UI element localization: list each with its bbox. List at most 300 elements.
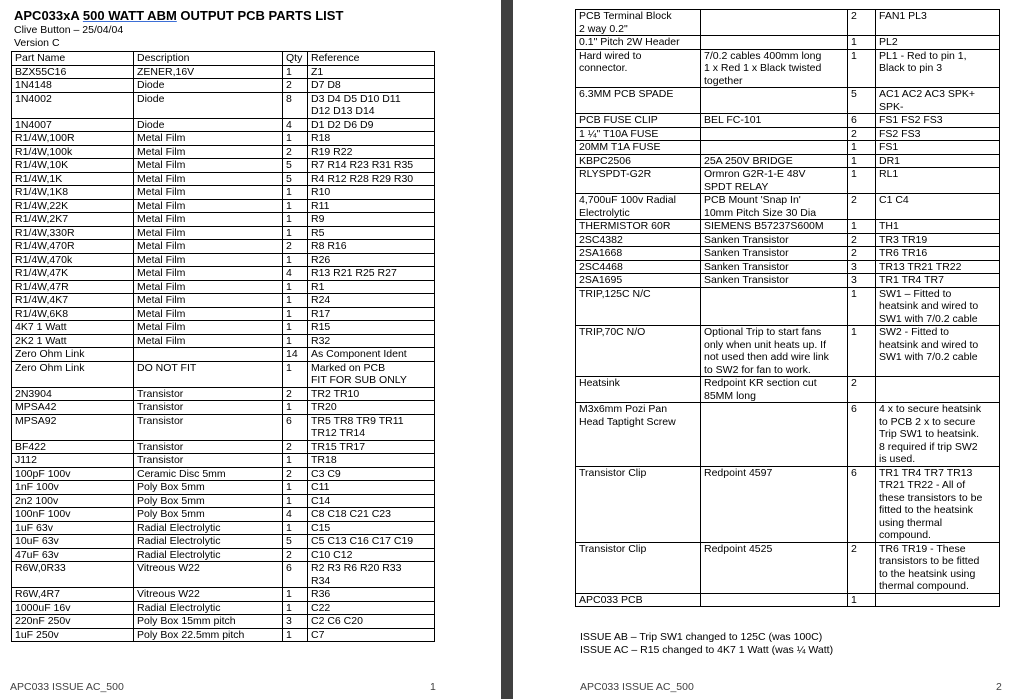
page-divider (501, 0, 513, 699)
qty-cell: 14 (283, 348, 308, 362)
description-cell: Metal Film (134, 213, 283, 227)
part-name-cell: 0.1" Pitch 2W Header (576, 36, 701, 50)
qty-cell: 6 (848, 466, 876, 542)
qty-cell: 2 (848, 10, 876, 36)
reference-cell: D3 D4 D5 D10 D11 D12 D13 D14 (308, 92, 435, 118)
table-row (576, 168, 1000, 194)
qty-cell: 4 (283, 267, 308, 281)
description-cell: Vitreous W22 (134, 588, 283, 602)
part-name-cell: R1/4W,6K8 (12, 307, 134, 321)
qty-cell: 8 (283, 92, 308, 118)
table-row (12, 79, 435, 93)
part-name-cell: 1nF 100v (12, 481, 134, 495)
qty-cell: 1 (283, 361, 308, 387)
description-cell: PCB Mount 'Snap In' 10mm Pitch Size 30 Dia (701, 194, 848, 220)
reference-cell: SW2 - Fitted to heatsink and wired to SW1 with 7/0.2 cable (876, 326, 1000, 377)
part-name-cell: 20MM T1A FUSE (576, 141, 701, 155)
qty-cell: 6 (283, 562, 308, 588)
table-row (12, 280, 435, 294)
part-name-cell: 2SA1668 (576, 247, 701, 261)
description-cell: Poly Box 15mm pitch (134, 615, 283, 629)
reference-cell: C10 C12 (308, 548, 435, 562)
part-name-cell: R1/4W,330R (12, 226, 134, 240)
qty-cell: 1 (848, 49, 876, 88)
table-row (576, 466, 1000, 542)
qty-cell: 2 (848, 247, 876, 261)
description-cell: Metal Film (134, 226, 283, 240)
description-cell: Poly Box 5mm (134, 494, 283, 508)
description-cell (701, 36, 848, 50)
part-name-cell: 1N4007 (12, 118, 134, 132)
part-name-cell: APC033 PCB (576, 593, 701, 607)
qty-cell: 5 (848, 88, 876, 114)
qty-cell: 1 (283, 199, 308, 213)
table-row (576, 114, 1000, 128)
table-row (12, 132, 435, 146)
reference-cell: R32 (308, 334, 435, 348)
qty-cell: 1 (283, 226, 308, 240)
part-name-cell: PCB FUSE CLIP (576, 114, 701, 128)
reference-cell: C11 (308, 481, 435, 495)
qty-cell: 2 (283, 240, 308, 254)
table-row (576, 326, 1000, 377)
reference-cell: R18 (308, 132, 435, 146)
table-row (576, 274, 1000, 288)
qty-cell: 1 (283, 334, 308, 348)
qty-cell: 1 (848, 168, 876, 194)
qty-cell: 5 (283, 159, 308, 173)
table-row (576, 247, 1000, 261)
reference-cell: R15 (308, 321, 435, 335)
description-cell: Ormron G2R-1-E 48V SPDT RELAY (701, 168, 848, 194)
qty-cell: 1 (283, 253, 308, 267)
qty-cell: 5 (283, 535, 308, 549)
reference-cell: Z1 (308, 65, 435, 79)
table-row (12, 253, 435, 267)
qty-cell: 4 (283, 508, 308, 522)
table-body (576, 10, 1000, 607)
part-name-cell: 2SC4382 (576, 233, 701, 247)
part-name-cell: J112 (12, 454, 134, 468)
reference-cell: DR1 (876, 154, 1000, 168)
description-cell (701, 127, 848, 141)
description-cell: 7/0.2 cables 400mm long 1 x Red 1 x Black twisted together (701, 49, 848, 88)
reference-cell: R9 (308, 213, 435, 227)
qty-cell: 1 (283, 307, 308, 321)
part-name-cell: Heatsink (576, 377, 701, 403)
table-row (12, 361, 435, 387)
table-row (12, 226, 435, 240)
table-row (12, 186, 435, 200)
qty-cell: 6 (848, 114, 876, 128)
reference-cell: R19 R22 (308, 145, 435, 159)
description-cell: BEL FC-101 (701, 114, 848, 128)
table-row (12, 601, 435, 615)
part-name-cell: MPSA92 (12, 414, 134, 440)
reference-cell: R5 (308, 226, 435, 240)
page-number: 2 (996, 681, 1002, 693)
reference-cell: TR1 TR4 TR7 (876, 274, 1000, 288)
table-row (12, 481, 435, 495)
reference-cell: TR6 TR16 (876, 247, 1000, 261)
reference-cell: C1 C4 (876, 194, 1000, 220)
part-name-cell: R6W,0R33 (12, 562, 134, 588)
table-row (12, 294, 435, 308)
table-row (12, 145, 435, 159)
part-name-cell: BZX55C16 (12, 65, 134, 79)
part-name-cell: THERMISTOR 60R (576, 220, 701, 234)
reference-cell: TR5 TR8 TR9 TR11 TR12 TR14 (308, 414, 435, 440)
table-row (12, 508, 435, 522)
part-name-cell: R1/4W,1K (12, 172, 134, 186)
qty-cell: 1 (283, 494, 308, 508)
description-cell: Metal Film (134, 159, 283, 173)
table-row (576, 49, 1000, 88)
reference-cell: R26 (308, 253, 435, 267)
description-cell (134, 348, 283, 362)
part-name-cell: 1000uF 16v (12, 601, 134, 615)
table-row (12, 307, 435, 321)
part-name-cell: 100pF 100v (12, 467, 134, 481)
table-row (12, 535, 435, 549)
reference-cell: AC1 AC2 AC3 SPK+ SPK- (876, 88, 1000, 114)
page-1 (0, 0, 501, 699)
reference-cell: R2 R3 R6 R20 R33 R34 (308, 562, 435, 588)
table-row (12, 199, 435, 213)
title-underlined: 500 WATT ABM (82, 8, 177, 23)
description-cell: Vitreous W22 (134, 562, 283, 588)
table-row (576, 260, 1000, 274)
table-row (12, 267, 435, 281)
part-name-cell: R1/4W,4K7 (12, 294, 134, 308)
reference-cell: R8 R16 (308, 240, 435, 254)
qty-cell: 2 (283, 79, 308, 93)
part-name-cell: R1/4W,100R (12, 132, 134, 146)
table-row (576, 127, 1000, 141)
description-cell: Metal Film (134, 199, 283, 213)
description-cell: Metal Film (134, 280, 283, 294)
part-name-cell: R1/4W,47K (12, 267, 134, 281)
reference-cell: TR13 TR21 TR22 (876, 260, 1000, 274)
description-cell: Sanken Transistor (701, 247, 848, 261)
qty-cell: 1 (848, 141, 876, 155)
table-row (12, 321, 435, 335)
qty-cell: 1 (283, 454, 308, 468)
qty-cell: 2 (848, 127, 876, 141)
description-cell (701, 593, 848, 607)
qty-cell: 2 (848, 377, 876, 403)
version-line: Version C (14, 37, 60, 49)
part-name-cell: Transistor Clip (576, 466, 701, 542)
table-row (576, 403, 1000, 467)
header-description: Description (134, 52, 283, 66)
description-cell: Poly Box 5mm (134, 508, 283, 522)
description-cell: Optional Trip to start fans only when unit heats up. If not used then add wire link to SW2 for fan to work. (701, 326, 848, 377)
reference-cell: FS2 FS3 (876, 127, 1000, 141)
reference-cell: R7 R14 R23 R31 R35 (308, 159, 435, 173)
reference-cell: C5 C13 C16 C17 C19 (308, 535, 435, 549)
description-cell: Transistor (134, 387, 283, 401)
description-cell: Metal Film (134, 267, 283, 281)
reference-cell: R24 (308, 294, 435, 308)
part-name-cell: Transistor Clip (576, 542, 701, 593)
qty-cell: 2 (283, 145, 308, 159)
part-name-cell: 1 ¼" T10A FUSE (576, 127, 701, 141)
reference-cell: As Component Ident (308, 348, 435, 362)
qty-cell: 3 (848, 260, 876, 274)
reference-cell: SW1 – Fitted to heatsink and wired to SW1 with 7/0.2 cable (876, 287, 1000, 326)
qty-cell: 1 (283, 481, 308, 495)
qty-cell: 2 (283, 387, 308, 401)
header-reference: Reference (308, 52, 435, 66)
description-cell: Ceramic Disc 5mm (134, 467, 283, 481)
page-2 (513, 0, 1011, 699)
part-name-cell: MPSA42 (12, 401, 134, 415)
table-row (12, 628, 435, 642)
description-cell: Redpoint 4597 (701, 466, 848, 542)
part-name-cell: R6W,4R7 (12, 588, 134, 602)
qty-cell: 1 (848, 326, 876, 377)
reference-cell: TR15 TR17 (308, 440, 435, 454)
reference-cell: C15 (308, 521, 435, 535)
table-row (576, 194, 1000, 220)
part-name-cell: BF422 (12, 440, 134, 454)
reference-cell: R4 R12 R28 R29 R30 (308, 172, 435, 186)
description-cell (701, 141, 848, 155)
part-name-cell: 220nF 250v (12, 615, 134, 629)
qty-cell: 3 (848, 274, 876, 288)
qty-cell: 4 (283, 118, 308, 132)
part-name-cell: R1/4W,10K (12, 159, 134, 173)
description-cell: Metal Film (134, 294, 283, 308)
reference-cell: C3 C9 (308, 467, 435, 481)
description-cell (701, 403, 848, 467)
description-cell: Sanken Transistor (701, 260, 848, 274)
part-name-cell: R1/4W,470R (12, 240, 134, 254)
header-part-name: Part Name (12, 52, 134, 66)
description-cell: Redpoint 4525 (701, 542, 848, 593)
reference-cell: TR20 (308, 401, 435, 415)
part-name-cell: R1/4W,2K7 (12, 213, 134, 227)
qty-cell: 1 (848, 593, 876, 607)
table-row (12, 118, 435, 132)
reference-cell: R11 (308, 199, 435, 213)
qty-cell: 2 (283, 440, 308, 454)
description-cell (701, 88, 848, 114)
part-name-cell: 2K2 1 Watt (12, 334, 134, 348)
description-cell: Metal Film (134, 307, 283, 321)
qty-cell: 1 (283, 601, 308, 615)
qty-cell: 1 (283, 401, 308, 415)
part-name-cell: TRIP,125C N/C (576, 287, 701, 326)
description-cell: Poly Box 22.5mm pitch (134, 628, 283, 642)
reference-cell: C22 (308, 601, 435, 615)
description-cell: ZENER,16V (134, 65, 283, 79)
table-row (12, 440, 435, 454)
qty-cell: 1 (848, 154, 876, 168)
reference-cell: FS1 (876, 141, 1000, 155)
table-row (576, 542, 1000, 593)
description-cell: Transistor (134, 454, 283, 468)
table-row (12, 65, 435, 79)
description-cell: Radial Electrolytic (134, 535, 283, 549)
table-row (12, 172, 435, 186)
page-number: 1 (430, 681, 436, 693)
description-cell: Radial Electrolytic (134, 521, 283, 535)
table-row (12, 521, 435, 535)
reference-cell: TR2 TR10 (308, 387, 435, 401)
description-cell: 25A 250V BRIDGE (701, 154, 848, 168)
qty-cell: 3 (283, 615, 308, 629)
table-row (12, 414, 435, 440)
part-name-cell: R1/4W,100k (12, 145, 134, 159)
part-name-cell: RLYSPDT-G2R (576, 168, 701, 194)
qty-cell: 2 (848, 194, 876, 220)
title-suffix: OUTPUT PCB PARTS LIST (176, 8, 344, 23)
reference-cell: TR6 TR19 - These transistors to be fitted to the heatsink using thermal compound. (876, 542, 1000, 593)
author-line: Clive Button – 25/04/04 (14, 24, 124, 36)
description-cell: Metal Film (134, 186, 283, 200)
qty-cell: 1 (283, 65, 308, 79)
part-name-cell: 6.3MM PCB SPADE (576, 88, 701, 114)
qty-cell: 2 (848, 233, 876, 247)
reference-cell: R17 (308, 307, 435, 321)
table-row (576, 287, 1000, 326)
description-cell: Sanken Transistor (701, 274, 848, 288)
table-row (576, 233, 1000, 247)
table-row (576, 593, 1000, 607)
part-name-cell: 1N4148 (12, 79, 134, 93)
part-name-cell: PCB Terminal Block 2 way 0.2" (576, 10, 701, 36)
table-row (12, 213, 435, 227)
description-cell: Redpoint KR section cut 85MM long (701, 377, 848, 403)
qty-cell: 6 (283, 414, 308, 440)
parts-table-page-2 (575, 9, 1000, 607)
issue-note: ISSUE AB – Trip SW1 changed to 125C (was 100C) (580, 631, 823, 643)
table-row (12, 467, 435, 481)
qty-cell: 5 (283, 172, 308, 186)
table-row (12, 615, 435, 629)
footer-doc-id: APC033 ISSUE AC_500 (580, 681, 694, 693)
table-row (12, 159, 435, 173)
qty-cell: 1 (283, 186, 308, 200)
part-name-cell: R1/4W,47R (12, 280, 134, 294)
part-name-cell: 100nF 100v (12, 508, 134, 522)
part-name-cell: 2N3904 (12, 387, 134, 401)
description-cell: Metal Film (134, 240, 283, 254)
description-cell: Metal Film (134, 334, 283, 348)
part-name-cell: R1/4W,1K8 (12, 186, 134, 200)
title-prefix: APC033xA (14, 8, 83, 23)
reference-cell: TH1 (876, 220, 1000, 234)
reference-cell: TR1 TR4 TR7 TR13 TR21 TR22 - All of these transistors to be fitted to the heatsink using thermal compound. (876, 466, 1000, 542)
part-name-cell: M3x6mm Pozi Pan Head Taptight Screw (576, 403, 701, 467)
description-cell: SIEMENS B57237S600M (701, 220, 848, 234)
footer-doc-id: APC033 ISSUE AC_500 (10, 681, 124, 693)
qty-cell: 1 (283, 280, 308, 294)
reference-cell: RL1 (876, 168, 1000, 194)
part-name-cell: 2SA1695 (576, 274, 701, 288)
reference-cell: R13 R21 R25 R27 (308, 267, 435, 281)
qty-cell: 2 (848, 542, 876, 593)
description-cell: Diode (134, 92, 283, 118)
table-row (12, 240, 435, 254)
issue-note: ISSUE AC – R15 changed to 4K7 1 Watt (was ¼ Watt) (580, 644, 834, 656)
part-name-cell: 4,700uF 100v Radial Electrolytic (576, 194, 701, 220)
table-header-row (12, 52, 435, 66)
reference-cell: R10 (308, 186, 435, 200)
reference-cell: 4 x to secure heatsink to PCB 2 x to secure Trip SW1 to heatsink. 8 required if trip SW2 is used. (876, 403, 1000, 467)
reference-cell: TR3 TR19 (876, 233, 1000, 247)
document-title (14, 8, 343, 23)
table-body (12, 65, 435, 642)
part-name-cell: 47uF 63v (12, 548, 134, 562)
table-row (12, 562, 435, 588)
reference-cell: Marked on PCB FIT FOR SUB ONLY (308, 361, 435, 387)
table-row (12, 401, 435, 415)
description-cell: Diode (134, 118, 283, 132)
table-row (12, 588, 435, 602)
description-cell: Metal Film (134, 321, 283, 335)
qty-cell: 1 (848, 287, 876, 326)
reference-cell: R1 (308, 280, 435, 294)
table-row (576, 377, 1000, 403)
description-cell: Sanken Transistor (701, 233, 848, 247)
qty-cell: 1 (283, 213, 308, 227)
description-cell: Metal Film (134, 172, 283, 186)
table-row (576, 88, 1000, 114)
qty-cell: 1 (283, 321, 308, 335)
qty-cell: 6 (848, 403, 876, 467)
part-name-cell: R1/4W,22K (12, 199, 134, 213)
part-name-cell: TRIP,70C N/O (576, 326, 701, 377)
part-name-cell: 2n2 100v (12, 494, 134, 508)
description-cell: DO NOT FIT (134, 361, 283, 387)
qty-cell: 1 (283, 628, 308, 642)
description-cell: Poly Box 5mm (134, 481, 283, 495)
table-row (12, 387, 435, 401)
qty-cell: 1 (283, 294, 308, 308)
description-cell: Metal Film (134, 145, 283, 159)
reference-cell: R36 (308, 588, 435, 602)
description-cell: Transistor (134, 440, 283, 454)
part-name-cell: R1/4W,470k (12, 253, 134, 267)
reference-cell: C7 (308, 628, 435, 642)
part-name-cell: 1uF 250v (12, 628, 134, 642)
header-qty: Qty (283, 52, 308, 66)
part-name-cell: 10uF 63v (12, 535, 134, 549)
reference-cell: PL2 (876, 36, 1000, 50)
part-name-cell: 1N4002 (12, 92, 134, 118)
table-row (12, 494, 435, 508)
table-row (12, 92, 435, 118)
part-name-cell: Zero Ohm Link (12, 348, 134, 362)
description-cell: Transistor (134, 414, 283, 440)
qty-cell: 2 (283, 467, 308, 481)
table-row (576, 10, 1000, 36)
table-row (576, 154, 1000, 168)
description-cell: Diode (134, 79, 283, 93)
qty-cell: 1 (283, 521, 308, 535)
description-cell (701, 287, 848, 326)
description-cell: Metal Film (134, 253, 283, 267)
qty-cell: 1 (848, 36, 876, 50)
table-row (12, 348, 435, 362)
reference-cell: D1 D2 D6 D9 (308, 118, 435, 132)
description-cell (701, 10, 848, 36)
qty-cell: 1 (848, 220, 876, 234)
part-name-cell: Zero Ohm Link (12, 361, 134, 387)
